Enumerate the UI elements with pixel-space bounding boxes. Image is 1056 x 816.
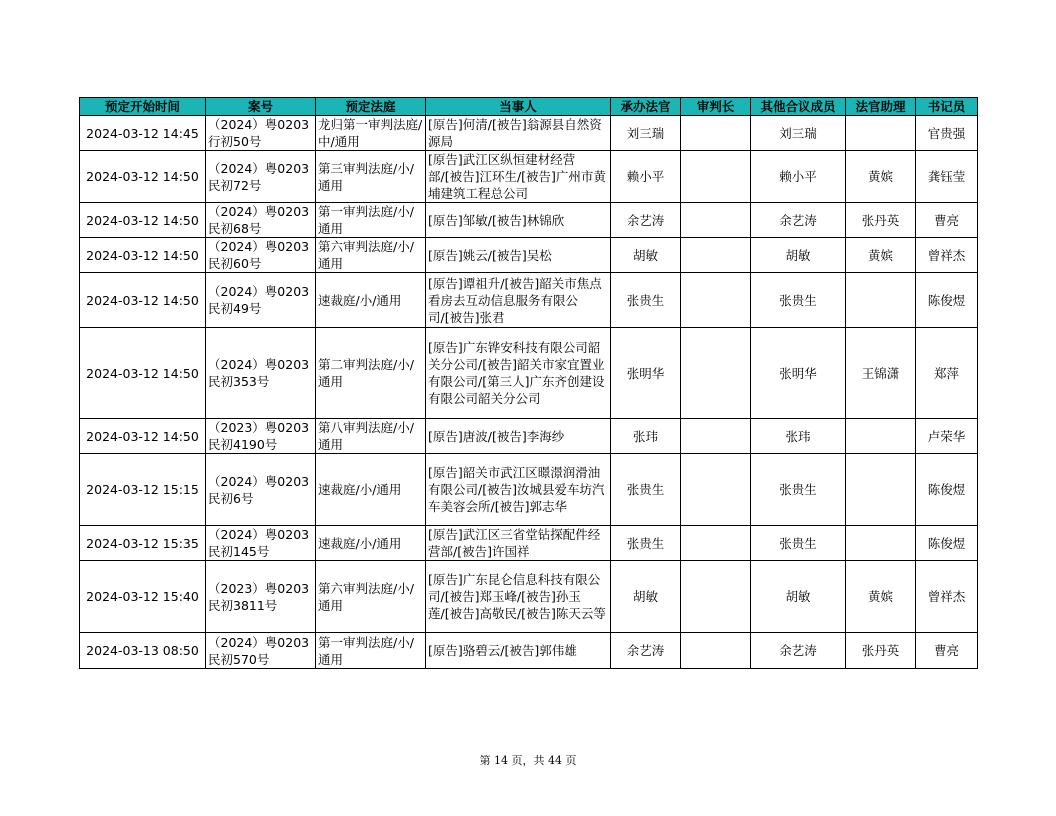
- time-cell: 2024-03-12 14:50: [80, 328, 206, 419]
- table-header-row: [80, 98, 978, 116]
- judge-assistant-cell: [846, 454, 916, 526]
- chief-judge-cell: [681, 526, 751, 561]
- table-row: [80, 419, 978, 454]
- header-cell: 法官助理: [846, 98, 916, 116]
- case-number-cell: （2024）粤0203民初68号: [206, 203, 316, 238]
- clerk-cell: 陈俊煜: [916, 273, 978, 328]
- panel-members-cell: 余艺涛: [751, 633, 846, 669]
- header-cell: 承办法官: [611, 98, 681, 116]
- panel-members-cell: 张明华: [751, 328, 846, 419]
- judge-assistant-cell: 张丹英: [846, 203, 916, 238]
- chief-judge-cell: [681, 151, 751, 203]
- table-row: [80, 526, 978, 561]
- hearing-schedule-table: [79, 97, 978, 669]
- time-cell: 2024-03-12 14:50: [80, 238, 206, 273]
- panel-members-cell: 张贵生: [751, 273, 846, 328]
- courtroom-cell: 第二审判法庭/小/通用: [316, 328, 426, 419]
- chief-judge-cell: [681, 238, 751, 273]
- judge-assistant-cell: 黄嫔: [846, 151, 916, 203]
- case-number-cell: （2024）粤0203民初145号: [206, 526, 316, 561]
- parties-cell: [原告]武江区三省堂钻探配件经营部/[被告]许国祥: [426, 526, 611, 561]
- table-row: [80, 116, 978, 151]
- case-number-cell: （2023）粤0203民初4190号: [206, 419, 316, 454]
- courtroom-cell: 第六审判法庭/小/通用: [316, 561, 426, 633]
- chief-judge-cell: [681, 454, 751, 526]
- clerk-cell: 卢荣华: [916, 419, 978, 454]
- parties-cell: [原告]广东铧安科技有限公司韶关分公司/[被告]韶关市家宜置业有限公司/[第三人]广东齐创建设有限公司韶关分公司: [426, 328, 611, 419]
- clerk-cell: 陈俊煜: [916, 526, 978, 561]
- time-cell: 2024-03-12 14:50: [80, 273, 206, 328]
- courtroom-cell: 龙归第一审判法庭/中/通用: [316, 116, 426, 151]
- page-footer: 第 14 页，共 44 页: [479, 754, 577, 767]
- courtroom-cell: 速裁庭/小/通用: [316, 526, 426, 561]
- table-row: [80, 454, 978, 526]
- chief-judge-cell: [681, 203, 751, 238]
- panel-members-cell: 张玮: [751, 419, 846, 454]
- header-cell: 审判长: [681, 98, 751, 116]
- case-number-cell: （2024）粤0203民初49号: [206, 273, 316, 328]
- table-row: [80, 633, 978, 669]
- header-cell: 书记员: [916, 98, 978, 116]
- panel-members-cell: 张贵生: [751, 454, 846, 526]
- presiding-judge-cell: 余艺涛: [611, 633, 681, 669]
- courtroom-cell: 第八审判法庭/小/通用: [316, 419, 426, 454]
- case-number-cell: （2024）粤0203民初6号: [206, 454, 316, 526]
- judge-assistant-cell: [846, 419, 916, 454]
- judge-assistant-cell: 黄嫔: [846, 561, 916, 633]
- clerk-cell: 曹亮: [916, 633, 978, 669]
- panel-members-cell: 胡敏: [751, 238, 846, 273]
- time-cell: 2024-03-12 15:15: [80, 454, 206, 526]
- presiding-judge-cell: 张玮: [611, 419, 681, 454]
- header-cell: 预定开始时间: [80, 98, 206, 116]
- courtroom-cell: 第六审判法庭/小/通用: [316, 238, 426, 273]
- presiding-judge-cell: 余艺涛: [611, 203, 681, 238]
- clerk-cell: 曾祥杰: [916, 561, 978, 633]
- chief-judge-cell: [681, 561, 751, 633]
- presiding-judge-cell: 张贵生: [611, 526, 681, 561]
- header-cell: 当事人: [426, 98, 611, 116]
- time-cell: 2024-03-12 14:45: [80, 116, 206, 151]
- clerk-cell: 曾祥杰: [916, 238, 978, 273]
- judge-assistant-cell: [846, 526, 916, 561]
- table-row: [80, 328, 978, 419]
- presiding-judge-cell: 张贵生: [611, 273, 681, 328]
- time-cell: 2024-03-12 15:35: [80, 526, 206, 561]
- chief-judge-cell: [681, 116, 751, 151]
- panel-members-cell: 张贵生: [751, 526, 846, 561]
- parties-cell: [原告]谭祖升/[被告]韶关市焦点看房去互动信息服务有限公司/[被告]张君: [426, 273, 611, 328]
- clerk-cell: 曹亮: [916, 203, 978, 238]
- header-cell: 案号: [206, 98, 316, 116]
- case-number-cell: （2024）粤0203民初353号: [206, 328, 316, 419]
- chief-judge-cell: [681, 633, 751, 669]
- case-number-cell: （2023）粤0203民初3811号: [206, 561, 316, 633]
- parties-cell: [原告]武江区纵恒建材经营部/[被告]江环生/[被告]广州市黄埔建筑工程总公司: [426, 151, 611, 203]
- parties-cell: [原告]何清/[被告]翁源县自然资源局: [426, 116, 611, 151]
- parties-cell: [原告]广东昆仑信息科技有限公司/[被告]郑玉峰/[被告]孙玉莲/[被告]高敬民/[被告]陈天云等: [426, 561, 611, 633]
- case-number-cell: （2024）粤0203民初570号: [206, 633, 316, 669]
- panel-members-cell: 余艺涛: [751, 203, 846, 238]
- courtroom-cell: 速裁庭/小/通用: [316, 454, 426, 526]
- table-body: [80, 116, 978, 669]
- clerk-cell: 郑萍: [916, 328, 978, 419]
- presiding-judge-cell: 刘三瑞: [611, 116, 681, 151]
- time-cell: 2024-03-12 14:50: [80, 151, 206, 203]
- panel-members-cell: 刘三瑞: [751, 116, 846, 151]
- parties-cell: [原告]邹敏/[被告]林锦欣: [426, 203, 611, 238]
- parties-cell: [原告]姚云/[被告]吴松: [426, 238, 611, 273]
- case-number-cell: （2024）粤0203民初60号: [206, 238, 316, 273]
- table-row: [80, 273, 978, 328]
- table-row: [80, 203, 978, 238]
- presiding-judge-cell: 张明华: [611, 328, 681, 419]
- panel-members-cell: 胡敏: [751, 561, 846, 633]
- presiding-judge-cell: 赖小平: [611, 151, 681, 203]
- header-cell: 预定法庭: [316, 98, 426, 116]
- judge-assistant-cell: 王锦潇: [846, 328, 916, 419]
- presiding-judge-cell: 胡敏: [611, 238, 681, 273]
- table-row: [80, 561, 978, 633]
- presiding-judge-cell: 张贵生: [611, 454, 681, 526]
- time-cell: 2024-03-12 15:40: [80, 561, 206, 633]
- table-row: [80, 151, 978, 203]
- parties-cell: [原告]韶关市武江区暻澋润滑油有限公司/[被告]汝城县爱车坊汽车美容会所/[被告]郭志华: [426, 454, 611, 526]
- clerk-cell: 陈俊煜: [916, 454, 978, 526]
- time-cell: 2024-03-12 14:50: [80, 203, 206, 238]
- courtroom-cell: 第三审判法庭/小/通用: [316, 151, 426, 203]
- courtroom-cell: 第一审判法庭/小/通用: [316, 203, 426, 238]
- time-cell: 2024-03-13 08:50: [80, 633, 206, 669]
- header-cell: 其他合议成员: [751, 98, 846, 116]
- parties-cell: [原告]骆碧云/[被告]郭伟雄: [426, 633, 611, 669]
- chief-judge-cell: [681, 328, 751, 419]
- presiding-judge-cell: 胡敏: [611, 561, 681, 633]
- judge-assistant-cell: 张丹英: [846, 633, 916, 669]
- courtroom-cell: 速裁庭/小/通用: [316, 273, 426, 328]
- judge-assistant-cell: 黄嫔: [846, 238, 916, 273]
- case-number-cell: （2024）粤0203民初72号: [206, 151, 316, 203]
- clerk-cell: 官贵强: [916, 116, 978, 151]
- judge-assistant-cell: [846, 273, 916, 328]
- judge-assistant-cell: [846, 116, 916, 151]
- time-cell: 2024-03-12 14:50: [80, 419, 206, 454]
- chief-judge-cell: [681, 419, 751, 454]
- case-number-cell: （2024）粤0203行初50号: [206, 116, 316, 151]
- table-row: [80, 238, 978, 273]
- chief-judge-cell: [681, 273, 751, 328]
- panel-members-cell: 赖小平: [751, 151, 846, 203]
- clerk-cell: 龚钰莹: [916, 151, 978, 203]
- parties-cell: [原告]唐波/[被告]李海纱: [426, 419, 611, 454]
- courtroom-cell: 第一审判法庭/小/通用: [316, 633, 426, 669]
